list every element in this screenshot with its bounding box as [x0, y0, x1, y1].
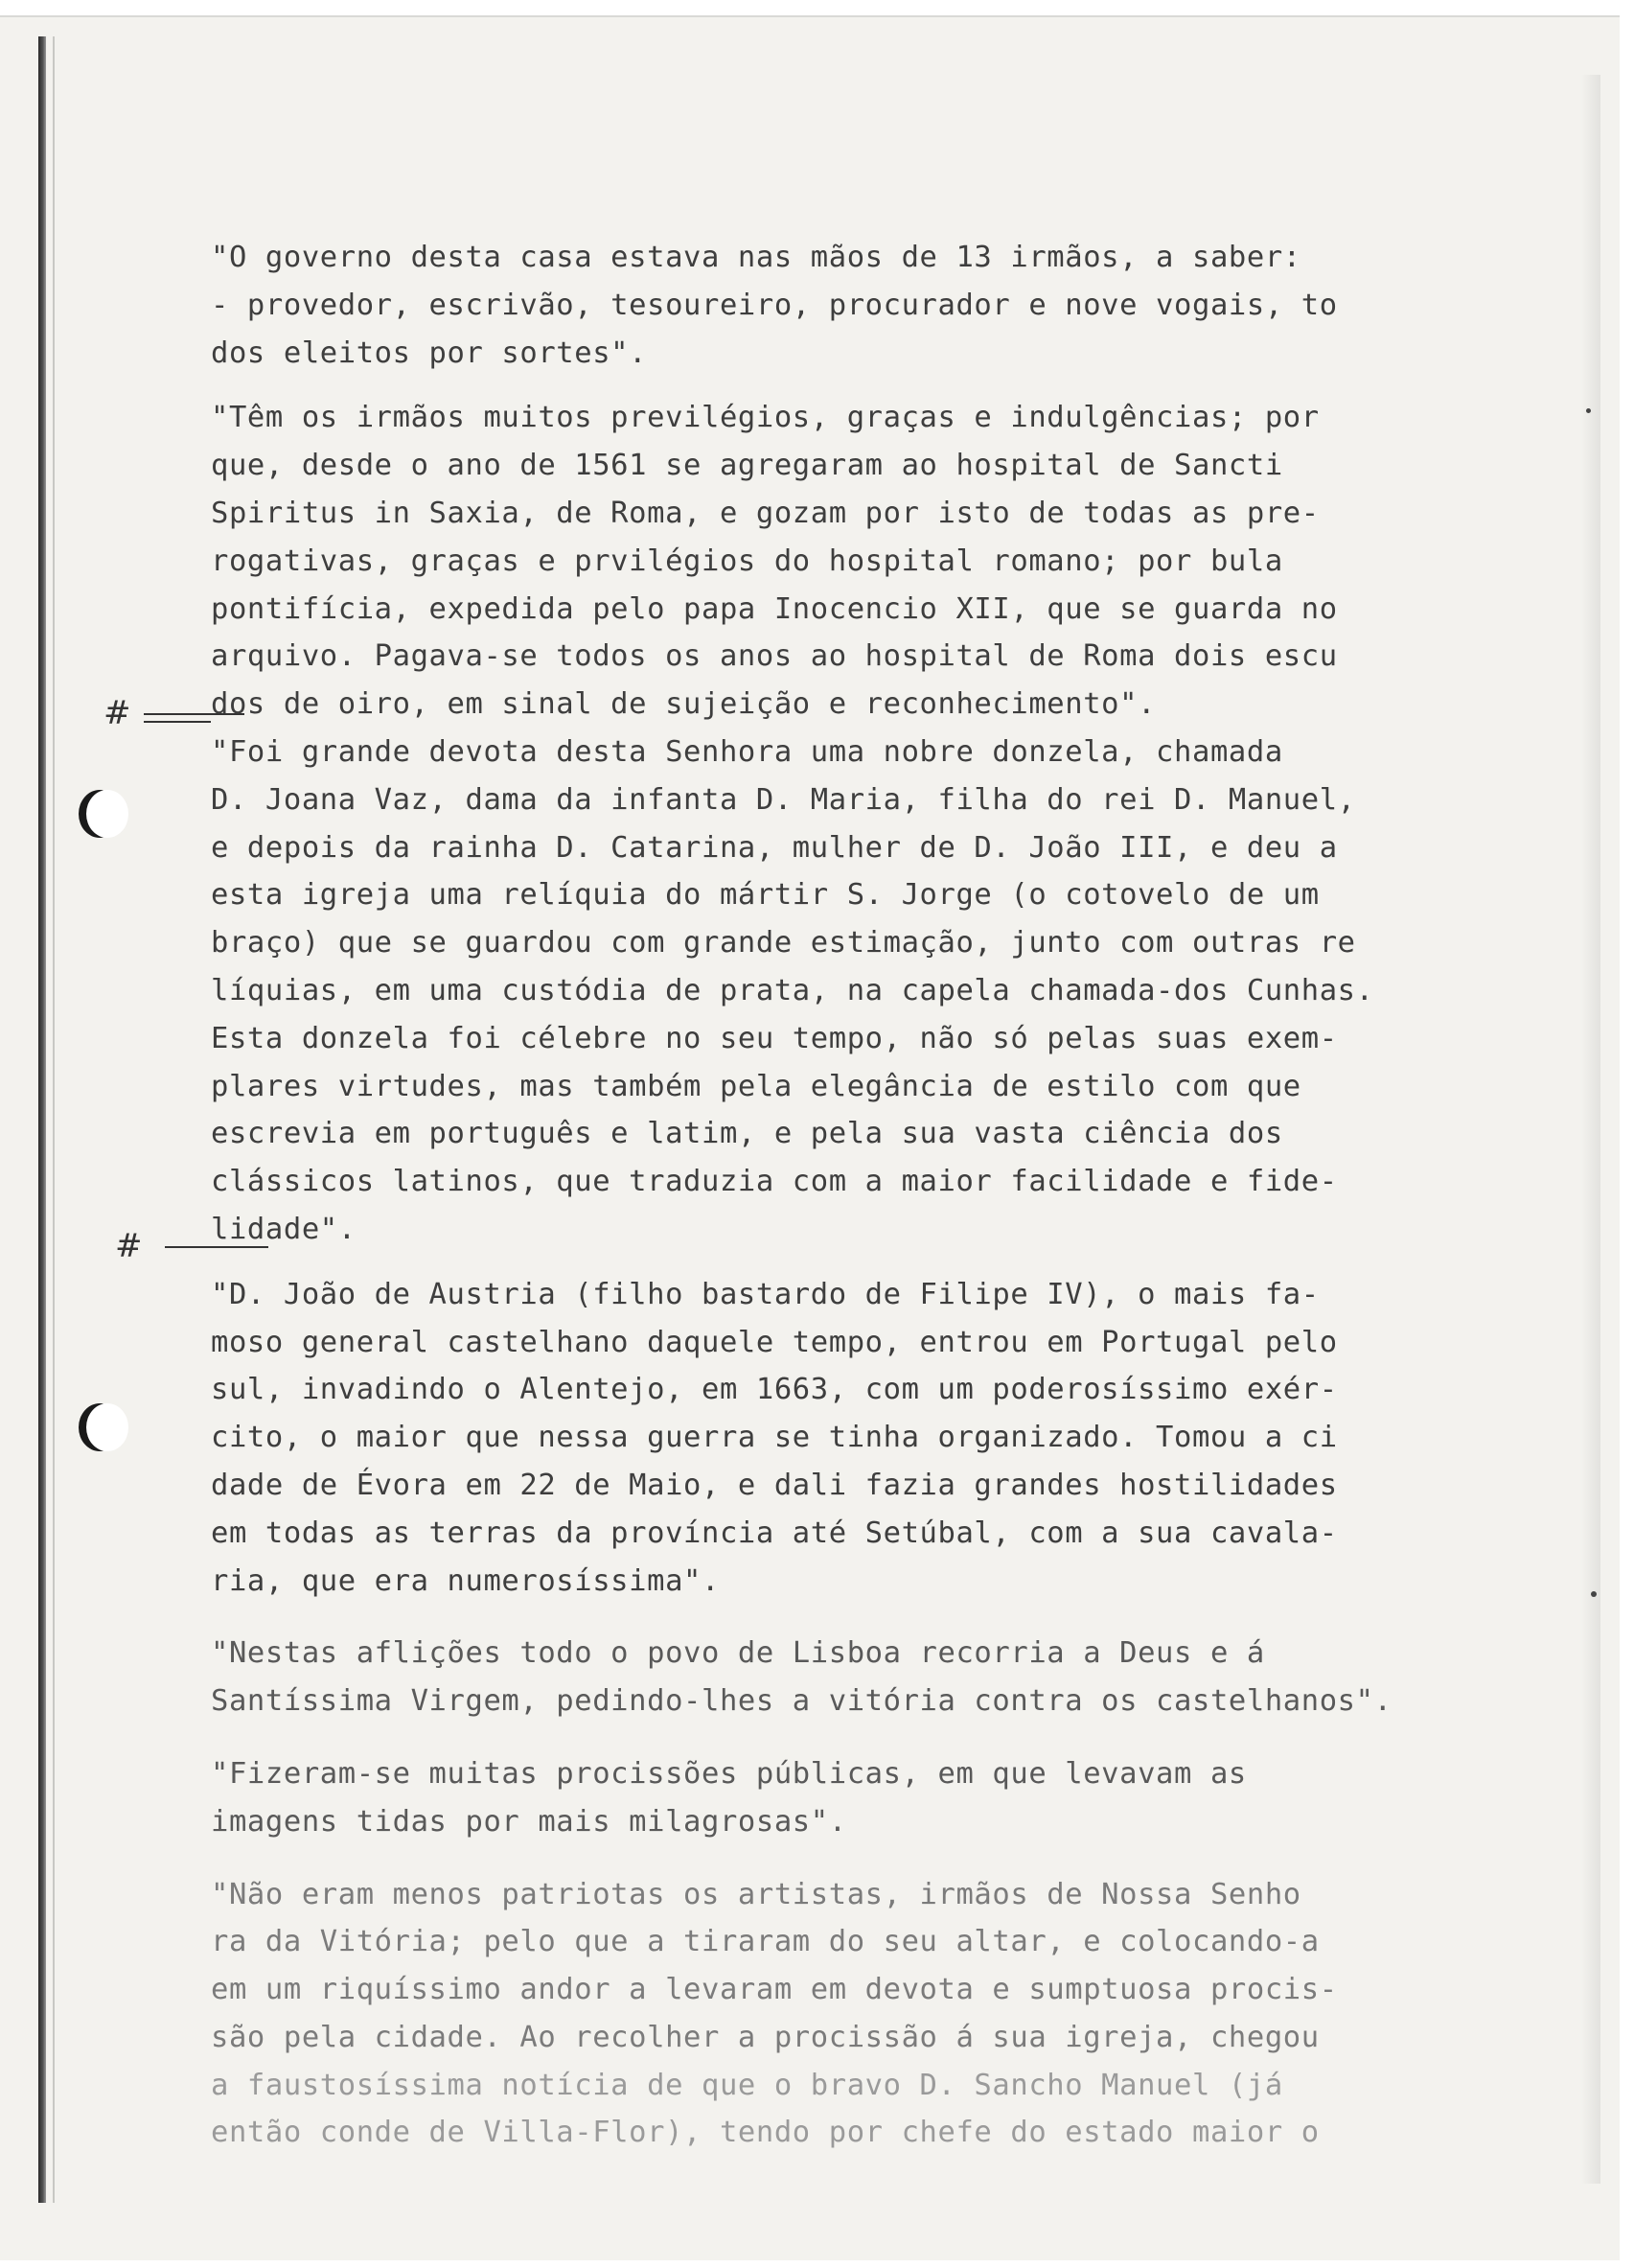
text-line: em um riquíssimo andor a levaram em devota e sumptuosa procis-	[211, 1973, 1338, 2007]
paragraph-procissoes	[211, 1750, 1457, 1846]
text-line: sul, invadindo o Alentejo, em 1663, com um poderosíssimo exér-	[211, 1373, 1338, 1407]
text-line: Spiritus in Saxia, de Roma, e gozam por isto de todas as pre-	[211, 496, 1320, 530]
text-line: imagens tidas por mais milagrosas".	[211, 1804, 847, 1839]
margin-paragraph-mark: #	[115, 1227, 143, 1265]
paragraph-joana-vaz	[211, 729, 1457, 1254]
text-line: cito, o maior que nessa guerra se tinha organizado. Tomou a ci	[211, 1421, 1338, 1455]
text-line: "D. João de Austria (filho bastardo de Filipe IV), o mais fa-	[211, 1277, 1320, 1311]
text-line: D. Joana Vaz, dama da infanta D. Maria, filha do rei D. Manuel,	[211, 782, 1356, 817]
text-line: Santíssima Virgem, pedindo-lhes a vitória contra os castelhanos".	[211, 1684, 1392, 1719]
text-line: dos eleitos por sortes".	[211, 336, 648, 370]
text-line: lidade".	[211, 1212, 357, 1246]
text-line: a faustosíssima notícia de que o bravo D. Sancho Manuel (já	[211, 2068, 1283, 2102]
text-line: Esta donzela foi célebre no seu tempo, não só pelas suas exem-	[211, 1021, 1338, 1055]
body-text	[211, 234, 1457, 2157]
punch-hole-icon	[86, 1403, 128, 1451]
text-line: - provedor, escrivão, tesoureiro, procurador e nove vogais, to	[211, 288, 1338, 322]
text-line: e depois da rainha D. Catarina, mulher de D. João III, e deu a	[211, 830, 1338, 865]
text-line: rogativas, graças e prvilégios do hospital romano; por bula	[211, 544, 1283, 578]
text-line: dade de Évora em 22 de Maio, e dali fazia grandes hostilidades	[211, 1468, 1338, 1502]
paper-speck	[1586, 408, 1591, 413]
text-line: "O governo desta casa estava nas mãos de 13 irmãos, a saber:	[211, 241, 1301, 274]
text-line: pontifícia, expedida pelo papa Inocencio XII, que se guarda no	[211, 591, 1338, 626]
paragraph-privilegios	[211, 394, 1457, 729]
text-line: em todas as terras da província até Setúbal, com a sua cavala-	[211, 1516, 1338, 1550]
text-line: plares virtudes, mas também pela elegância de estilo com que	[211, 1069, 1301, 1103]
text-line: escrevia em português e latim, e pela sua vasta ciência dos	[211, 1117, 1283, 1151]
paper-speck	[1591, 1591, 1597, 1597]
page-edge-shadow	[1581, 75, 1600, 2184]
text-line: ra da Vitória; pelo que a tiraram do seu altar, e colocando-a	[211, 1925, 1320, 1959]
binding-edge	[38, 36, 46, 2203]
typed-page	[0, 15, 1620, 2260]
text-line: "Foi grande devota desta Senhora uma nobre donzela, chamada	[211, 734, 1283, 769]
text-line: "Nestas aflições todo o povo de Lisboa recorria a Deus e á	[211, 1636, 1265, 1671]
paragraph-aflicoes	[211, 1630, 1457, 1725]
text-line: que, desde o ano de 1561 se agregaram ao hospital de Sancti	[211, 449, 1283, 483]
text-line: esta igreja uma relíquia do mártir S. Jorge (o cotovelo de um	[211, 878, 1320, 913]
text-line: "Têm os irmãos muitos previlégios, graças e indulgências; por	[211, 401, 1320, 435]
text-line: moso general castelhano daquele tempo, entrou em Portugal pelo	[211, 1325, 1338, 1359]
text-line: "Fizeram-se muitas procissões públicas, em que levavam as	[211, 1756, 1247, 1791]
text-line: então conde de Villa-Flor), tendo por chefe do estado maior o	[211, 2116, 1320, 2150]
paragraph-governo	[211, 234, 1457, 377]
text-line: dos de oiro, em sinal de sujeição e reconhecimento".	[211, 687, 1157, 722]
text-line: "Não eram menos patriotas os artistas, irmãos de Nossa Senho	[211, 1877, 1301, 1911]
text-line: são pela cidade. Ao recolher a procissão á sua igreja, chegou	[211, 2020, 1320, 2054]
margin-paragraph-mark: #	[104, 694, 131, 732]
binding-shadow	[53, 36, 55, 2203]
text-line: arquivo. Pagava-se todos os anos ao hospital de Roma dois escu	[211, 639, 1338, 674]
paragraph-artistas	[211, 1871, 1457, 2158]
text-line: braço) que se guardou com grande estimação, junto com outras re	[211, 926, 1356, 960]
text-line: ria, que era numerosíssima".	[211, 1563, 720, 1598]
text-line: clássicos latinos, que traduzia com a maior facilidade e fide-	[211, 1165, 1338, 1199]
margin-rule	[144, 721, 211, 723]
text-line: líquias, em uma custódia de prata, na capela chamada-dos Cunhas.	[211, 973, 1374, 1007]
punch-hole-icon	[86, 790, 128, 838]
paragraph-joao-de-austria	[211, 1271, 1457, 1606]
